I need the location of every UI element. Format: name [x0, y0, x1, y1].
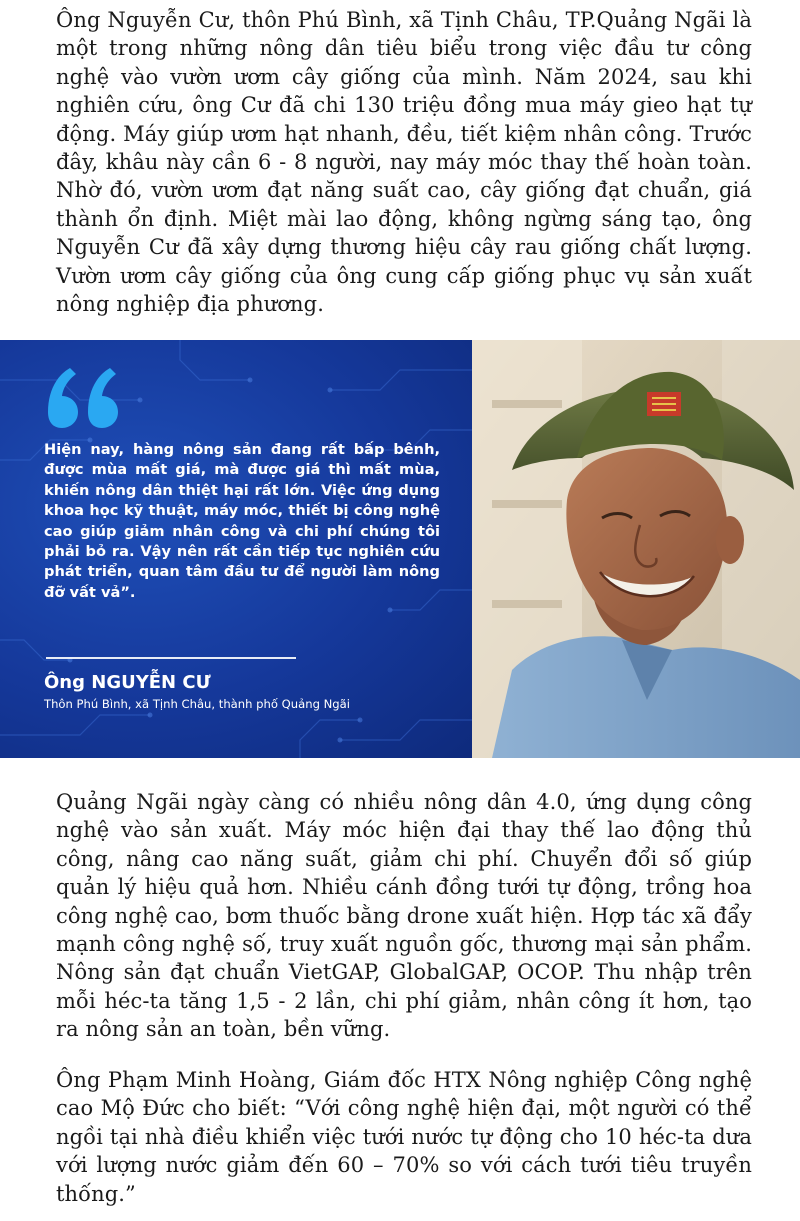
quote-panel [0, 340, 472, 758]
article-paragraph-1: Ông Nguyễn Cư, thôn Phú Bình, xã Tịnh Châu, TP.Quảng Ngãi là một trong những nông dân tiêu biểu trong việc đầu tư công nghệ vào vườn ươm cây giống của mình. Năm 2024, sau khi nghiên cứu, ông Cư đã chi 130 triệu đồng mua máy gieo hạt tự động. Máy giúp ươm hạt nhanh, đều, tiết kiệm nhân công. Trước đây, khâu này cần 6 - 8 người, nay máy móc thay thế hoàn toàn. Nhờ đó, vườn ươm đạt năng suất cao, cây giống đạt chuẩn, giá thành ổn định. Miệt mài lao động, không ngừng sáng tạo, ông Nguyễn Cư đã xây dựng thương hiệu cây rau giống chất lượng. Vườn ươm cây giống của ông cung cấp giống phục vụ sản xuất nông nghiệp địa phương. [56, 8, 752, 317]
speaker-role: Thôn Phú Bình, xã Tịnh Châu, thành phố Quảng Ngãi [44, 697, 350, 711]
quote-text: Hiện nay, hàng nông sản đang rất bấp bênh, được mùa mất giá, mà được giá thì mất mùa, khiến nông dân thiệt hại rất lớn. Việc ứng dụng khoa học kỹ thuật, máy móc, thiết bị công nghệ cao giúp giảm nhân công và chi phí chúng tôi phải bỏ ra. Vậy nên rất cần tiếp tục nghiên cứu phát triển, quan tâm đầu tư để người làm nông đỡ vất vả”. [44, 441, 440, 601]
quote-block [0, 340, 800, 758]
article-paragraph-3: Ông Phạm Minh Hoàng, Giám đốc HTX Nông nghiệp Công nghệ cao Mộ Đức cho biết: “Với công nghệ hiện đại, một người có thể ngồi tại nhà điều khiển việc tưới nước tự động cho 10 héc-ta dưa với lượng nước giảm đến 60 – 70% so với cách tưới tiêu truyền thống.” [56, 1068, 752, 1206]
quote-divider [46, 657, 296, 659]
article-paragraph-2: Quảng Ngãi ngày càng có nhiều nông dân 4.0, ứng dụng công nghệ vào sản xuất. Máy móc hiện đại thay thế lao động thủ công, nâng cao năng suất, giảm chi phí. Chuyển đổi số giúp quản lý hiệu quả hơn. Nhiều cánh đồng tưới tự động, trồng hoa công nghệ cao, bơm thuốc bằng drone xuất hiện. Hợp tác xã đẩy mạnh công nghệ số, truy xuất nguồn gốc, thương mại sản phẩm. Nông sản đạt chuẩn VietGAP, GlobalGAP, OCOP. Thu nhập trên mỗi héc-ta tăng 1,5 - 2 lần, chi phí giảm, nhân công ít hơn, tạo ra nông sản an toàn, bền vững. [56, 790, 752, 1042]
quote-mark-icon [46, 366, 126, 430]
speaker-name: Ông NGUYỄN CƯ [44, 672, 211, 693]
farmer-portrait-photo [472, 340, 800, 758]
